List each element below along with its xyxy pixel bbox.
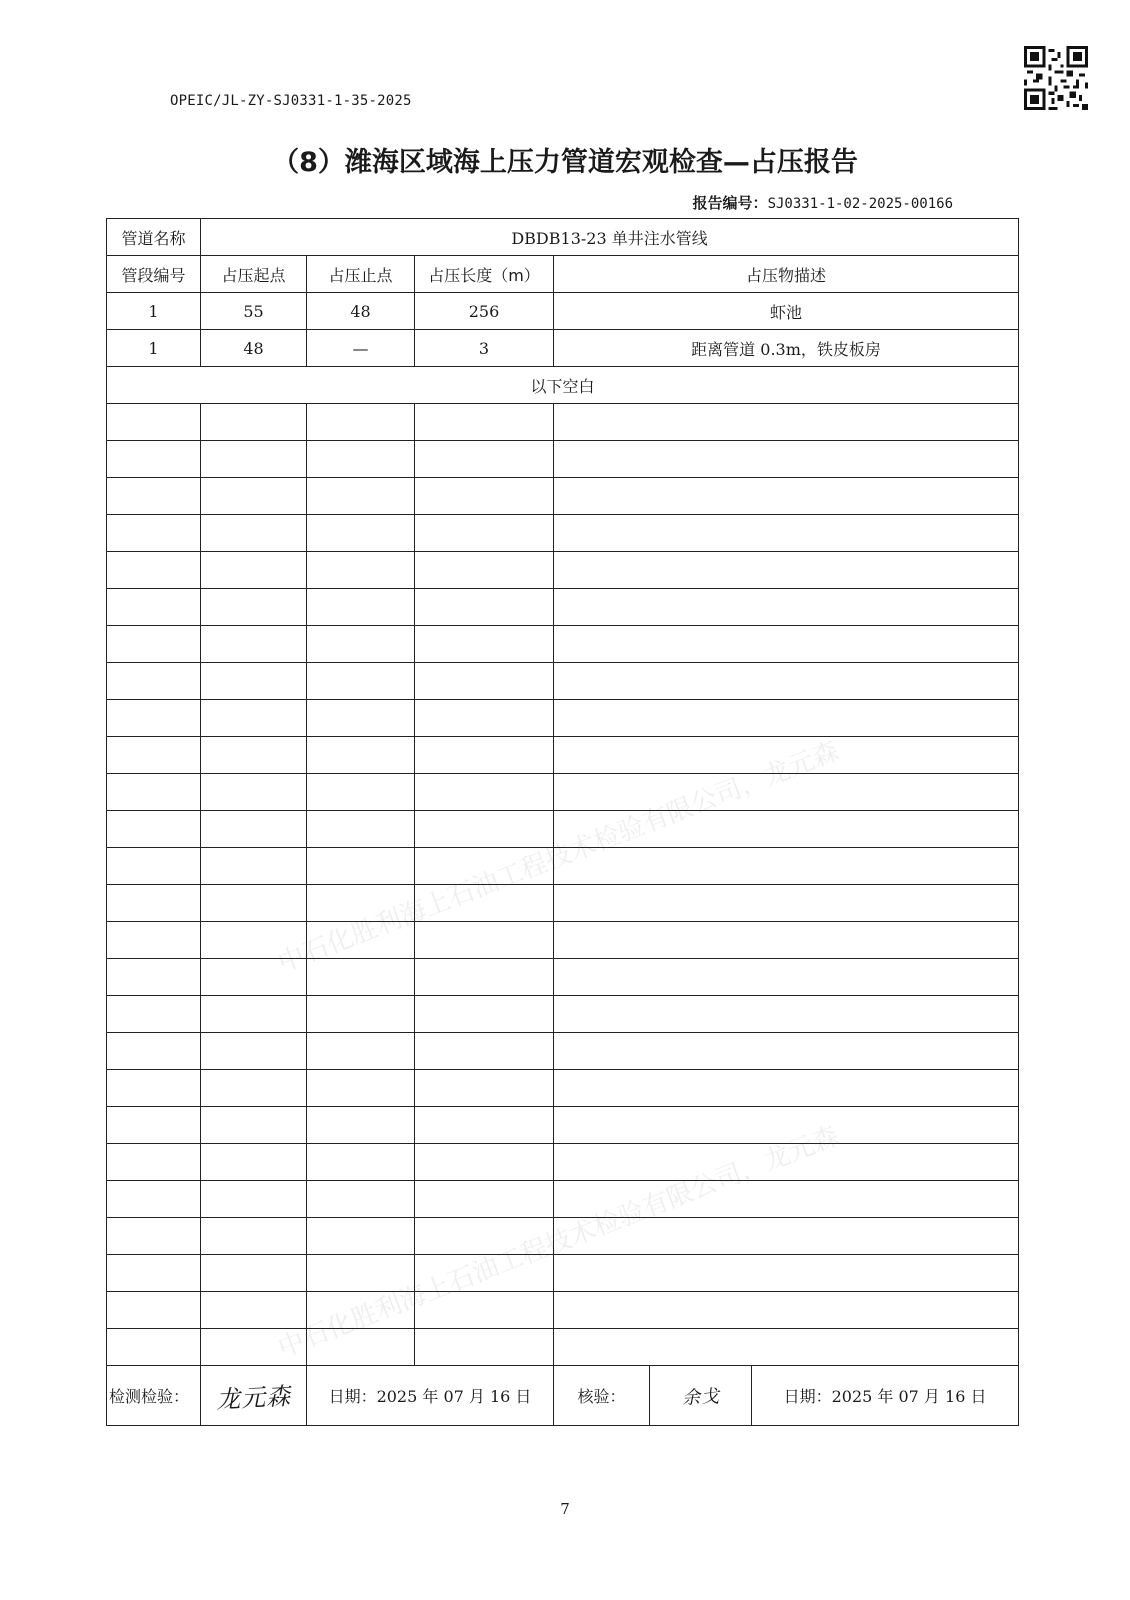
empty-cell xyxy=(307,848,415,885)
inspect-date: 日期：2025 年 07 月 16 日 xyxy=(307,1366,554,1426)
watermark: 中石化胜利海上石油工程技术检验有限公司，龙元森 xyxy=(274,1121,844,1364)
inspector-signature: 龙元森 xyxy=(215,1382,292,1414)
empty-row xyxy=(107,1329,1019,1366)
empty-cell xyxy=(307,1218,415,1255)
empty-cell xyxy=(201,589,307,626)
empty-cell xyxy=(107,626,201,663)
empty-cell xyxy=(415,848,554,885)
empty-cell xyxy=(107,922,201,959)
empty-cell xyxy=(307,737,415,774)
column-header-length: 占压长度（m） xyxy=(415,256,554,293)
empty-cell xyxy=(554,663,1019,700)
empty-cell xyxy=(415,1292,554,1329)
empty-cell xyxy=(307,959,415,996)
empty-cell xyxy=(415,663,554,700)
empty-cell xyxy=(107,1329,201,1366)
empty-cell xyxy=(554,737,1019,774)
empty-cell xyxy=(307,1070,415,1107)
empty-cell xyxy=(201,922,307,959)
empty-cell xyxy=(307,1292,415,1329)
empty-cell xyxy=(107,1033,201,1070)
empty-row xyxy=(107,1292,1019,1329)
cell-segment: 1 xyxy=(107,330,201,367)
empty-cell xyxy=(554,1033,1019,1070)
empty-cell xyxy=(415,1329,554,1366)
empty-row xyxy=(107,996,1019,1033)
cell-start: 55 xyxy=(201,293,307,330)
empty-cell xyxy=(201,626,307,663)
empty-cell xyxy=(554,478,1019,515)
empty-cell xyxy=(415,1181,554,1218)
empty-cell xyxy=(201,552,307,589)
empty-cell xyxy=(554,552,1019,589)
empty-cell xyxy=(201,737,307,774)
empty-cell xyxy=(554,1255,1019,1292)
pipeline-name-label: 管道名称 xyxy=(107,219,201,256)
empty-row xyxy=(107,848,1019,885)
empty-row xyxy=(107,774,1019,811)
empty-cell xyxy=(201,959,307,996)
empty-cell xyxy=(415,515,554,552)
empty-cell xyxy=(107,959,201,996)
empty-cell xyxy=(415,1070,554,1107)
empty-cell xyxy=(307,515,415,552)
column-header-description: 占压物描述 xyxy=(554,256,1019,293)
empty-cell xyxy=(415,922,554,959)
empty-row xyxy=(107,1255,1019,1292)
empty-row xyxy=(107,922,1019,959)
cell-segment: 1 xyxy=(107,293,201,330)
empty-cell xyxy=(107,589,201,626)
inspector-label: 检测检验： xyxy=(107,1366,201,1426)
empty-cell xyxy=(554,885,1019,922)
empty-row xyxy=(107,811,1019,848)
cell-length: 3 xyxy=(415,330,554,367)
encroachment-table xyxy=(106,218,1019,1426)
empty-cell xyxy=(201,885,307,922)
empty-cell xyxy=(201,1070,307,1107)
empty-cell xyxy=(415,1144,554,1181)
empty-cell xyxy=(415,404,554,441)
empty-cell xyxy=(307,996,415,1033)
empty-row xyxy=(107,1218,1019,1255)
empty-cell xyxy=(201,1144,307,1181)
empty-cell xyxy=(554,774,1019,811)
reviewer-label: 核验： xyxy=(554,1366,650,1426)
empty-cell xyxy=(107,737,201,774)
empty-cell xyxy=(107,1218,201,1255)
empty-cell xyxy=(554,441,1019,478)
page-title: （8）潍海区域海上压力管道宏观检查—占压报告 xyxy=(272,147,858,178)
empty-cell xyxy=(307,885,415,922)
empty-row xyxy=(107,663,1019,700)
empty-row xyxy=(107,1144,1019,1181)
empty-cell xyxy=(554,1070,1019,1107)
empty-cell xyxy=(201,441,307,478)
empty-cell xyxy=(107,1292,201,1329)
empty-row xyxy=(107,959,1019,996)
empty-cell xyxy=(307,811,415,848)
empty-cell xyxy=(554,1181,1019,1218)
empty-cell xyxy=(307,626,415,663)
signature-row xyxy=(107,1366,1019,1426)
empty-cell xyxy=(554,848,1019,885)
empty-cell xyxy=(415,737,554,774)
empty-cell xyxy=(201,515,307,552)
empty-cell xyxy=(554,959,1019,996)
reviewer-signature: 余戈 xyxy=(681,1385,721,1409)
column-header-segment: 管段编号 xyxy=(107,256,201,293)
empty-cell xyxy=(307,1107,415,1144)
empty-cell xyxy=(415,774,554,811)
report-number-value: SJ0331-1-02-2025-00166 xyxy=(767,196,953,212)
empty-cell xyxy=(307,663,415,700)
empty-cell xyxy=(107,885,201,922)
empty-cell xyxy=(201,774,307,811)
empty-cell xyxy=(201,1329,307,1366)
empty-row xyxy=(107,1033,1019,1070)
cell-start: 48 xyxy=(201,330,307,367)
cell-end: — xyxy=(307,330,415,367)
empty-cell xyxy=(554,1107,1019,1144)
empty-cell xyxy=(107,404,201,441)
empty-cell xyxy=(201,700,307,737)
empty-cell xyxy=(107,478,201,515)
empty-cell xyxy=(554,626,1019,663)
empty-cell xyxy=(307,589,415,626)
empty-row xyxy=(107,478,1019,515)
empty-cell xyxy=(107,515,201,552)
empty-cell xyxy=(201,1218,307,1255)
empty-cell xyxy=(415,589,554,626)
empty-cell xyxy=(307,404,415,441)
page-number: 7 xyxy=(560,1500,570,1518)
cell-description: 距离管道 0.3m，铁皮板房 xyxy=(554,330,1019,367)
empty-cell xyxy=(415,1255,554,1292)
empty-row xyxy=(107,1070,1019,1107)
empty-cell xyxy=(107,1255,201,1292)
empty-row xyxy=(107,700,1019,737)
empty-cell xyxy=(554,1329,1019,1366)
empty-row xyxy=(107,552,1019,589)
empty-cell xyxy=(554,1218,1019,1255)
cell-description: 虾池 xyxy=(554,293,1019,330)
empty-cell xyxy=(307,1255,415,1292)
empty-cell xyxy=(201,1107,307,1144)
empty-cell xyxy=(107,1070,201,1107)
empty-cell xyxy=(415,885,554,922)
empty-cell xyxy=(107,1107,201,1144)
empty-cell xyxy=(415,959,554,996)
empty-cell xyxy=(107,774,201,811)
empty-cell xyxy=(415,478,554,515)
cell-end: 48 xyxy=(307,293,415,330)
empty-cell xyxy=(107,811,201,848)
empty-row xyxy=(107,404,1019,441)
watermark: 中石化胜利海上石油工程技术检验有限公司，龙元森 xyxy=(274,736,844,979)
empty-cell xyxy=(415,700,554,737)
empty-cell xyxy=(554,1144,1019,1181)
empty-cell xyxy=(201,663,307,700)
pipeline-name-row xyxy=(107,219,1019,256)
empty-cell xyxy=(107,552,201,589)
empty-cell xyxy=(415,1107,554,1144)
empty-row xyxy=(107,737,1019,774)
empty-cell xyxy=(201,848,307,885)
empty-cell xyxy=(554,515,1019,552)
blank-note: 以下空白 xyxy=(107,367,1019,404)
empty-cell xyxy=(554,700,1019,737)
empty-cell xyxy=(554,922,1019,959)
empty-cell xyxy=(201,811,307,848)
empty-cell xyxy=(307,1033,415,1070)
empty-cell xyxy=(307,552,415,589)
pipeline-name-value: DBDB13-23 单井注水管线 xyxy=(201,219,1019,256)
empty-cell xyxy=(307,441,415,478)
empty-cell xyxy=(415,996,554,1033)
empty-cell xyxy=(554,589,1019,626)
column-header-end: 占压止点 xyxy=(307,256,415,293)
empty-cell xyxy=(107,996,201,1033)
empty-cell xyxy=(107,663,201,700)
table-row xyxy=(107,330,1019,367)
empty-cell xyxy=(554,404,1019,441)
review-date: 日期：2025 年 07 月 16 日 xyxy=(752,1366,1019,1426)
empty-cell xyxy=(201,1255,307,1292)
empty-cell xyxy=(307,478,415,515)
empty-row xyxy=(107,515,1019,552)
empty-cell xyxy=(307,1144,415,1181)
empty-cell xyxy=(201,404,307,441)
empty-cell xyxy=(201,1292,307,1329)
empty-row xyxy=(107,885,1019,922)
empty-cell xyxy=(107,441,201,478)
empty-cell xyxy=(415,811,554,848)
reviewer-signature-cell xyxy=(650,1366,752,1426)
column-header-row xyxy=(107,256,1019,293)
empty-cell xyxy=(307,1181,415,1218)
empty-row xyxy=(107,626,1019,663)
empty-row xyxy=(107,1181,1019,1218)
empty-row xyxy=(107,441,1019,478)
column-header-start: 占压起点 xyxy=(201,256,307,293)
cell-length: 256 xyxy=(415,293,554,330)
empty-cell xyxy=(415,1033,554,1070)
qr-code-icon xyxy=(1024,46,1088,110)
empty-cell xyxy=(415,1218,554,1255)
report-number xyxy=(693,192,953,213)
empty-cell xyxy=(307,774,415,811)
empty-cell xyxy=(554,811,1019,848)
empty-cell xyxy=(201,478,307,515)
inspector-signature-cell xyxy=(201,1366,307,1426)
empty-cell xyxy=(307,922,415,959)
empty-row xyxy=(107,1107,1019,1144)
empty-cell xyxy=(415,441,554,478)
empty-cell xyxy=(201,996,307,1033)
empty-cell xyxy=(107,1181,201,1218)
report-number-label: 报告编号： xyxy=(692,194,768,212)
empty-cell xyxy=(107,1144,201,1181)
empty-cell xyxy=(554,996,1019,1033)
empty-cell xyxy=(201,1181,307,1218)
document-code: OPEIC/JL-ZY-SJ0331-1-35-2025 xyxy=(170,93,412,109)
empty-cell xyxy=(307,700,415,737)
empty-cell xyxy=(415,552,554,589)
empty-cell xyxy=(107,700,201,737)
empty-row xyxy=(107,589,1019,626)
empty-cell xyxy=(201,1033,307,1070)
empty-cell xyxy=(307,1329,415,1366)
blank-note-row xyxy=(107,367,1019,404)
empty-cell xyxy=(107,848,201,885)
empty-cell xyxy=(415,626,554,663)
table-row xyxy=(107,293,1019,330)
empty-cell xyxy=(554,1292,1019,1329)
